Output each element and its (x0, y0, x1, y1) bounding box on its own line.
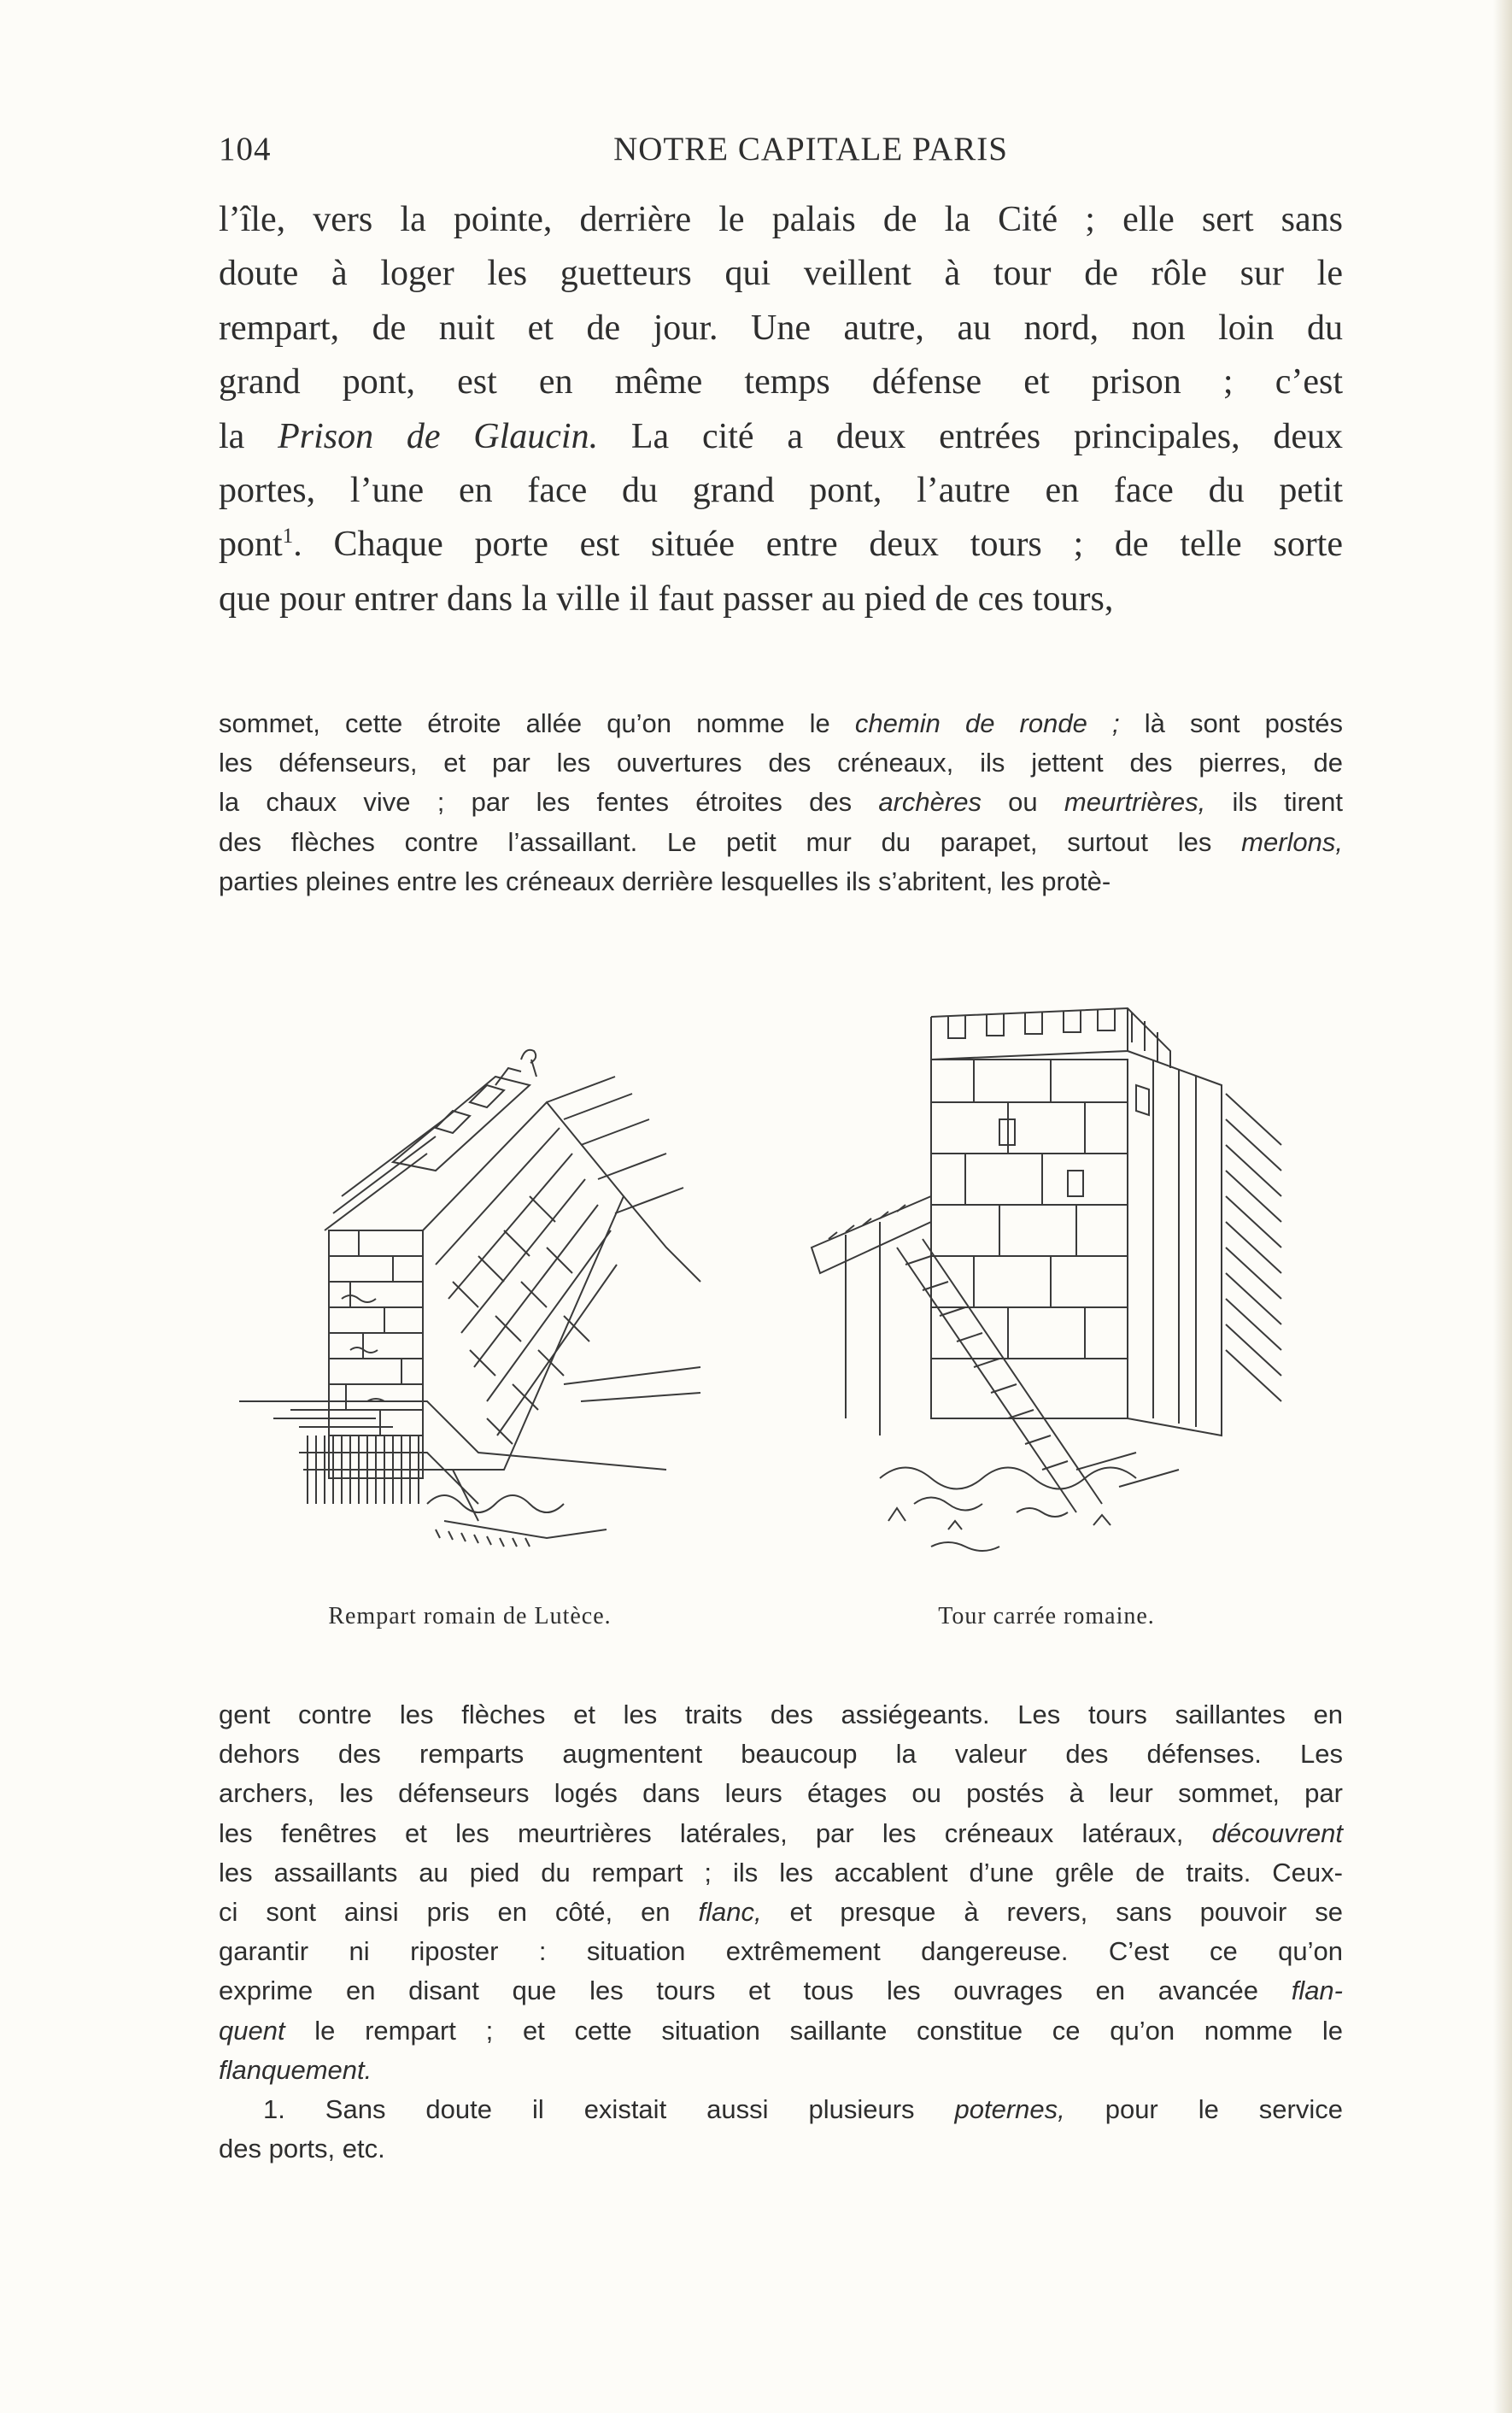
text-run: grand pont, est en même temps défense et prison ; c’est (219, 362, 1343, 402)
italic-term: flanquement. (219, 2054, 372, 2085)
text-line (219, 355, 1343, 409)
text-line (219, 1735, 1343, 1774)
text-line (219, 2011, 1343, 2051)
page-number: 104 (219, 131, 272, 167)
page-edge-shadow (1493, 0, 1512, 2413)
text-line (219, 464, 1343, 518)
text-line (219, 823, 1343, 862)
italic-term: merlons, (1241, 826, 1343, 857)
text-run: l’île, vers la pointe, derrière le palais de la Cité ; elle sert sans (219, 200, 1343, 239)
text-line (219, 1853, 1343, 1893)
footnote-line (219, 2090, 1343, 2129)
italic-term: archères (878, 787, 982, 818)
text-line (219, 1774, 1343, 1813)
running-title: NOTRE CAPITALE PARIS (613, 131, 1008, 167)
italic-term: découvrent (1211, 1817, 1343, 1848)
tower-drawing (794, 991, 1298, 1581)
note-block-bottom (219, 1695, 1343, 2169)
text-line (219, 518, 1343, 572)
text-run: pont (219, 525, 283, 565)
text-line (219, 1814, 1343, 1853)
rampart-illustration (222, 1025, 718, 1629)
text-run: les fenêtres et les meurtrières latérales, par les créneaux latéraux, (219, 1817, 1212, 1848)
text-run: que pour entrer dans la ville il faut passer au pied de ces tours, (219, 578, 1114, 619)
text-line (219, 410, 1343, 464)
text-line (219, 302, 1343, 355)
text-run: doute à loger les guetteurs qui veillent à tour de rôle sur le (219, 254, 1343, 294)
text-run: ou (981, 787, 1064, 818)
rampart-drawing (222, 1025, 718, 1572)
text-run: dehors des remparts augmentent beaucoup la valeur des défenses. Les (219, 1739, 1343, 1770)
tower-illustration (794, 991, 1298, 1629)
text-line (219, 783, 1343, 822)
italic-term: flan- (1291, 1976, 1343, 2006)
text-run: portes, l’une en face du grand pont, l’autre en face du petit (219, 470, 1343, 510)
text-line (219, 704, 1343, 743)
text-line (219, 572, 1343, 626)
footnote-line (219, 2129, 1343, 2169)
text-run: les assaillants au pied du rempart ; ils les accablent d’une grêle de traits. Ceux- (219, 1857, 1343, 1888)
footnote-marker[interactable]: 1 (282, 525, 294, 549)
right-figure-caption: Tour carrée romaine. (938, 1603, 1155, 1629)
running-head (219, 130, 1343, 173)
text-run: la chaux vive ; par les fentes étroites des (219, 787, 879, 818)
text-run: et presque à revers, sans pouvoir se (761, 1896, 1344, 1927)
text-line (219, 743, 1343, 783)
italic-term: meurtrières, (1064, 787, 1206, 818)
text-run: ci sont ainsi pris en côté, en (219, 1896, 699, 1927)
italic-term: quent (219, 2015, 285, 2046)
text-run: 1. Sans doute il existait aussi plusieurs (263, 2093, 955, 2124)
text-line (219, 193, 1343, 247)
text-run: des flèches contre l’assaillant. Le petit mur du parapet, surtout les (219, 826, 1242, 857)
text-run: le rempart ; et cette situation saillante constitue ce qu’on nomme le (284, 2015, 1343, 2046)
italic-term: poternes, (954, 2093, 1065, 2124)
text-run: la (219, 416, 278, 456)
text-run: garantir ni riposter : situation extrêmement dangereuse. C’est ce qu’on (219, 1936, 1343, 1967)
text-run: archers, les défenseurs logés dans leurs étages ou postés à leur sommet, par (219, 1778, 1343, 1809)
text-run: là sont postés (1119, 708, 1343, 738)
text-run: sommet, cette étroite allée qu’on nomme le (219, 708, 855, 738)
text-line (219, 1893, 1343, 1932)
italic-term: Prison de Glaucin. (278, 416, 599, 456)
text-run: parties pleines entre les créneaux derrière lesquelles ils s’abritent, les protè- (219, 866, 1111, 896)
text-line (219, 1971, 1343, 2011)
italic-term: flanc, (698, 1896, 762, 1927)
text-line (219, 2051, 1343, 2090)
text-line (219, 1932, 1343, 1971)
text-run: ils tirent (1205, 787, 1343, 818)
main-paragraph (219, 193, 1343, 626)
text-run: des ports, etc. (219, 2134, 385, 2164)
note-block-top (219, 704, 1343, 901)
text-line (219, 1695, 1343, 1735)
text-run: La cité a deux entrées principales, deux (598, 416, 1344, 456)
text-run: les défenseurs, et par les ouvertures des créneaux, ils jettent des pierres, de (219, 748, 1343, 778)
text-line (219, 862, 1343, 901)
text-run: exprime en disant que les tours et tous les ouvrages en avancée (219, 1976, 1292, 2006)
text-line (219, 247, 1343, 301)
text-run: pour le service (1064, 2093, 1343, 2124)
left-figure-caption: Rempart romain de Lutèce. (328, 1603, 612, 1629)
text-run: . Chaque porte est située entre deux tours ; de telle sorte (293, 525, 1343, 565)
text-run: rempart, de nuit et de jour. Une autre, au nord, non loin du (219, 308, 1343, 348)
text-run: gent contre les flèches et les traits des assiégeants. Les tours saillantes en (219, 1700, 1343, 1729)
italic-term: chemin de ronde ; (854, 708, 1120, 738)
